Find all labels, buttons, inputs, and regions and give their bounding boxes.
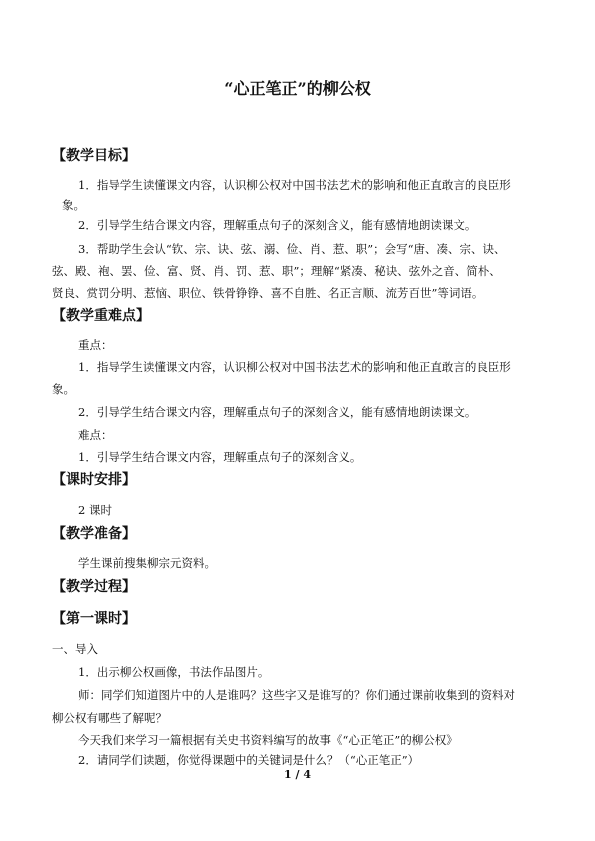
schedule-line: 2 课时 [78, 503, 112, 517]
key-points-line: 1．引导学生结合课文内容，理解重点句子的深刻含义。 [78, 450, 362, 464]
key-points-line: 1．指导学生读懂课文内容，认识柳公权对中国书法艺术的影响和他正直敢言的良臣形 [78, 360, 511, 374]
key-points-line: 象。 [52, 382, 75, 396]
preparation-line: 学生课前搜集柳宗元资料。 [78, 556, 216, 570]
document-title: “心正笔正”的柳公权 [224, 79, 371, 98]
lesson1-line: 1．出示柳公权画像，书法作品图片。 [78, 665, 270, 679]
page-number: 1 / 4 [284, 768, 311, 781]
goals-line: 贤良、赏罚分明、惹恼、职位、铁骨铮铮、喜不自胜、名正言顺、流芳百世”等词语。 [52, 286, 484, 300]
lesson1-line: 柳公权有哪些了解呢？ [52, 711, 167, 725]
lesson1-line: 一、导入 [52, 642, 98, 656]
section-heading-lesson1: 【第一课时】 [52, 611, 136, 627]
section-heading-schedule: 【课时安排】 [52, 472, 136, 488]
section-heading-process: 【教学过程】 [52, 579, 136, 595]
lesson1-line: 师：同学们知道图片中的人是谁吗？这些字又是谁写的？你们通过课前收集到的资料对 [78, 688, 515, 702]
key-points-line: 2．引导学生结合课文内容，理解重点句子的深刻含义，能有感情地朗读课文。 [78, 405, 477, 419]
section-heading-preparation: 【教学准备】 [52, 526, 136, 542]
goals-line: 弦、殿、袍、罢、俭、富、贤、肖、罚、惹、职”；理解“紧凑、秘诀、弦外之音、简朴、 [52, 264, 501, 278]
goals-line: 3．帮助学生会认“钦、宗、诀、弦、溺、俭、肖、惹、职”；会写“唐、凑、宗、诀、 [78, 242, 506, 256]
section-heading-key-points: 【教学重难点】 [52, 308, 150, 324]
lesson1-line: 今天我们来学习一篇根据有关史书资料编写的故事《“心正笔正”的柳公权》 [78, 733, 458, 747]
goals-line: 2．引导学生结合课文内容，理解重点句子的深刻含义，能有感情地朗读课文。 [78, 218, 477, 232]
goals-line: 1．指导学生读懂课文内容，认识柳公权对中国书法艺术的影响和他正直敢言的良臣形 [78, 178, 511, 192]
goals-line: 象。 [62, 198, 85, 212]
section-heading-goals: 【教学目标】 [52, 148, 136, 164]
key-points-line: 重点： [78, 338, 113, 352]
lesson1-line: 2．请同学们读题，你觉得课题中的关键词是什么？（“心正笔正”） [78, 753, 420, 767]
key-points-line: 难点： [78, 428, 113, 442]
